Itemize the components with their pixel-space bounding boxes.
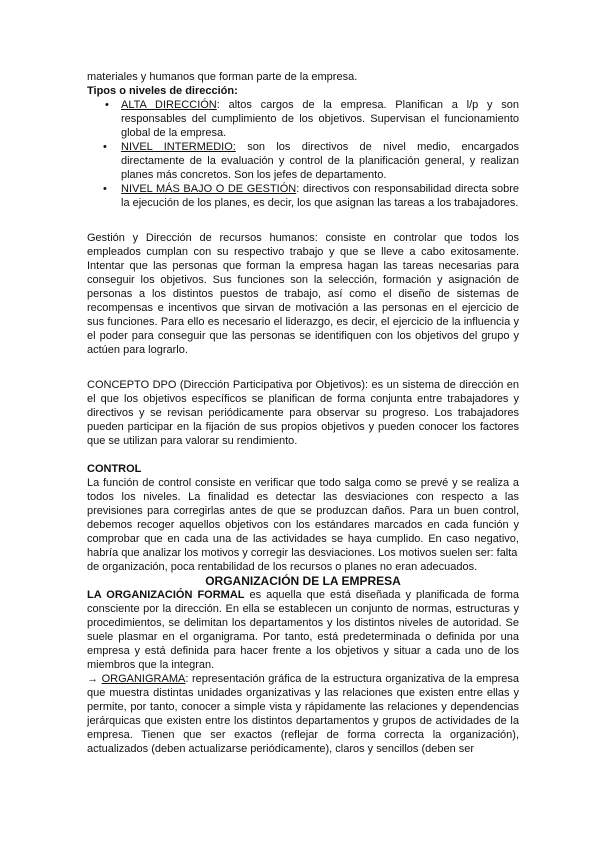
level-item-gestion <box>87 182 519 210</box>
level-term: NIVEL INTERMEDIO: <box>121 141 236 153</box>
formal-text: es aquella que está diseñada y planificada de forma consciente por la dirección. En ella se establecen un conjunto de normas, estructuras y procedimientos, se delimitan los departamentos y los distintos niveles de autoridad. Se suele plasmar en el organigrama. Por tanto, está predeterminada o definida por una empresa y está definida para hacer frente a los objetivos y situar a cada uno de los miembros que la integran. <box>87 589 519 671</box>
level-term: NIVEL MÁS BAJO O DE GESTIÓN <box>121 183 297 195</box>
level-text: : altos cargos de la empresa. Planifican a l/p y son responsables del cumplimiento de los objetivos. Supervisan el funcionamiento global de la empresa. <box>121 99 519 139</box>
organizacion-formal-paragraph <box>87 588 519 672</box>
document-page <box>87 70 519 756</box>
rrhh-paragraph: Gestión y Dirección de recursos humanos: consiste en controlar que todos los empleados cumplan con su respectivo trabajo y que se lleve a cabo exitosamente. Intentar que las personas que forman la empresa hagan las tareas necesarias para conseguir los objetivos. Sus funciones son la selección, formación y asignación de personas a los distintos puestos de trabajo, así como el diseño de sistemas de recompensas e incentivos que sirvan de motivación a las personas en el ejercicio de sus funciones. Para ello es necesario el liderazgo, es decir, el ejercicio de la influencia y el poder para conseguir que las personas se identifiquen con los objetivos del grupo y actúen para lograrlo. <box>87 232 519 356</box>
level-item-alta <box>87 98 519 140</box>
level-term: ALTA DIRECCIÓN <box>121 99 217 111</box>
bullet-icon: • <box>103 183 107 195</box>
level-item-intermedio <box>87 140 519 182</box>
levels-list <box>87 98 519 210</box>
levels-heading: Tipos o niveles de dirección: <box>87 85 238 97</box>
organizacion-heading: ORGANIZACIÓN DE LA EMPRESA <box>205 574 401 588</box>
organigrama-term: ORGANIGRAMA <box>101 673 186 685</box>
control-continuation: de organización, poca rentabilidad de los recursos o planes no eran adecuados. <box>87 561 478 573</box>
bullet-icon: • <box>103 141 107 153</box>
formal-term: LA ORGANIZACIÓN FORMAL <box>87 589 245 601</box>
organigrama-text: : representación gráfica de la estructura organizativa de la empresa que muestra distintas unidades organizativas y las relaciones que existen entre ellas y permite, por tanto, conocer a simple vista y rápidamente las relaciones y dependencias jerárquicas que existen entre los distintos departamentos y grupos de actividades de la empresa. Tienen que ser exactos (reflejar de forma correcta la organización), actualizados (deben actualizarse periódicamente), claros y sencillos (deben ser <box>87 673 519 755</box>
dpo-paragraph: CONCEPTO DPO (Dirección Participativa por Objetivos): es un sistema de dirección en el que los objetivos específicos se planifican de forma conjunta entre trabajadores y directivos y se revisan periódicamente para observar su progreso. Los trabajadores pueden participar en la fijación de sus propios objetivos y pueden conocer los factores que se utilizan para valorar su rendimiento. <box>87 379 519 447</box>
organigrama-paragraph <box>87 672 519 756</box>
control-paragraph: La función de control consiste en verificar que todo salga como se prevé y se realiza a todos los niveles. La finalidad es detectar las desviaciones con respecto a las previsiones para corregirlas antes de que se produzcan daños. Para un buen control, debemos recoger aquellos objetivos con los estándares marcados en cada función y comprobar que en cada una de las actividades se haya cumplido. En caso negativo, habría que analizar los motivos y corregir las desviaciones. Los motivos suelen ser: falta <box>87 477 519 559</box>
intro-line: materiales y humanos que forman parte de la empresa. <box>87 71 358 83</box>
level-text: : directivos con responsabilidad directa sobre la ejecución de los planes, es decir, los que asignan las tareas a los trabajadores. <box>121 183 520 209</box>
arrow-icon: → <box>87 673 102 685</box>
level-text: son los directivos de nivel medio, encargados directamente de la evaluación y control de la planificación general, y realizan planes más concretos. Son los jefes de departamento. <box>121 141 519 181</box>
control-heading: CONTROL <box>87 463 142 475</box>
bullet-icon: • <box>105 99 109 111</box>
